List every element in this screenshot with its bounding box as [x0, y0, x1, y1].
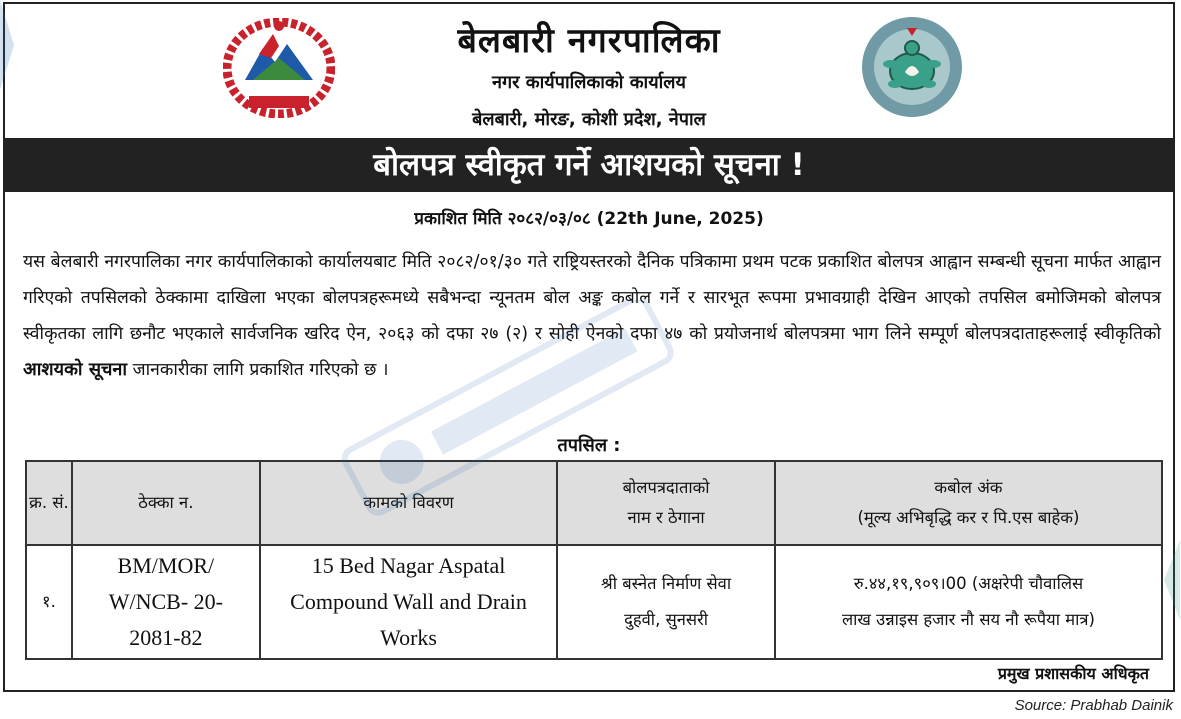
published-date: प्रकाशित मिति २०८२/०३/०८ (22th June, 2025): [414, 209, 764, 229]
header-amount: [775, 461, 1162, 545]
header-amount-line1: कबोल अंक: [934, 478, 1003, 497]
header-contract-no: ठेक्का न.: [72, 461, 260, 545]
source-credit: Source: Prabhab Dainik: [1014, 697, 1173, 714]
header-bidder-line2: नाम र ठेगाना: [627, 508, 705, 527]
notice-body: [23, 244, 1161, 388]
tender-table: [25, 460, 1163, 660]
body-text-bold: आशयको सूचना: [23, 359, 128, 380]
cell-amount-line1: रु.४४,१९,९०९।00 (अक्षरेपी चौवालिस: [853, 574, 1084, 593]
body-text-part2: जानकारीका लागि प्रकाशित गरिएको छ ।: [132, 360, 389, 380]
signatory: प्रमुख प्रशासकीय अधिकृत: [997, 664, 1149, 683]
cell-work: 15 Bed Nagar Aspatal Compound Wall and Drain Works: [260, 545, 558, 659]
cell-amount-line2: लाख उन्नाइस हजार नौ सय नौ रूपैया मात्र): [841, 610, 1095, 629]
table-row: [26, 545, 1162, 659]
edge-arrow-right-icon: [1158, 540, 1180, 620]
cell-bidder: [557, 545, 775, 659]
notice-frame: [3, 2, 1175, 692]
org-address: बेलबारी, मोरङ, कोशी प्रदेश, नेपाल: [472, 109, 706, 130]
body-text-part1: यस बेलबारी नगरपालिका नगर कार्यपालिकाको कार्यालयबाट मिति २०८२/०१/३० गते राष्ट्रियस्तरको दैनिक पत्रिकामा प्रथम पटक प्रकाशित बोलपत्र आह्वान सम्बन्धी सूचना मार्फत आह्वान गरिएको तपसिलको ठेक्कामा दाखिला भएका बोलपत्रहरूमध्ये सबैभन्दा न्यूनतम बोल अङ्क कबोल गर्ने र सारभूत रूपमा प्रभावग्राही देखिन आएको तपसिल बमोजिमको बोलपत्र स्वीकृतका लागि छनौट भएकाले सार्वजनिक खरिद ऐन, २०६३ को दफा २७ (२) र सोही ऐनको दफा ४७ को प्रयोजनार्थ बोलपत्रमा भाग लिने सम्पूर्ण बोलपत्रदाताहरूलाई स्वीकृतिको: [23, 252, 1161, 344]
header-amount-line2: (मूल्य अभिबृद्धि कर र पि.एस बाहेक): [857, 508, 1080, 527]
notice-header: [5, 4, 1173, 138]
cell-amount: [775, 545, 1162, 659]
header-bidder-line1: बोलपत्रदाताको: [622, 478, 710, 497]
cell-bidder-line2: दुहवी, सुनसरी: [624, 610, 709, 629]
turtle-logo-icon: [857, 16, 967, 118]
notice-title: बोलपत्र स्वीकृत गर्ने आशयको सूचना !: [5, 138, 1173, 192]
edge-arrow-left-icon: [0, 0, 20, 90]
org-office: नगर कार्यपालिकाको कार्यालय: [492, 72, 686, 93]
header-work: कामको विवरण: [260, 461, 558, 545]
header-bidder: [557, 461, 775, 545]
header-sn: क्र. सं.: [26, 461, 72, 545]
cell-bidder-line1: श्री बस्नेत निर्माण सेवा: [601, 574, 732, 593]
cell-sn: १.: [26, 545, 72, 659]
cell-contract-no: BM/MOR/ W/NCB- 20-2081-82: [72, 545, 260, 659]
schedule-label: तपसिल :: [557, 435, 621, 456]
org-name: बेलबारी नगरपालिका: [457, 21, 721, 61]
table-header-row: [26, 461, 1162, 545]
